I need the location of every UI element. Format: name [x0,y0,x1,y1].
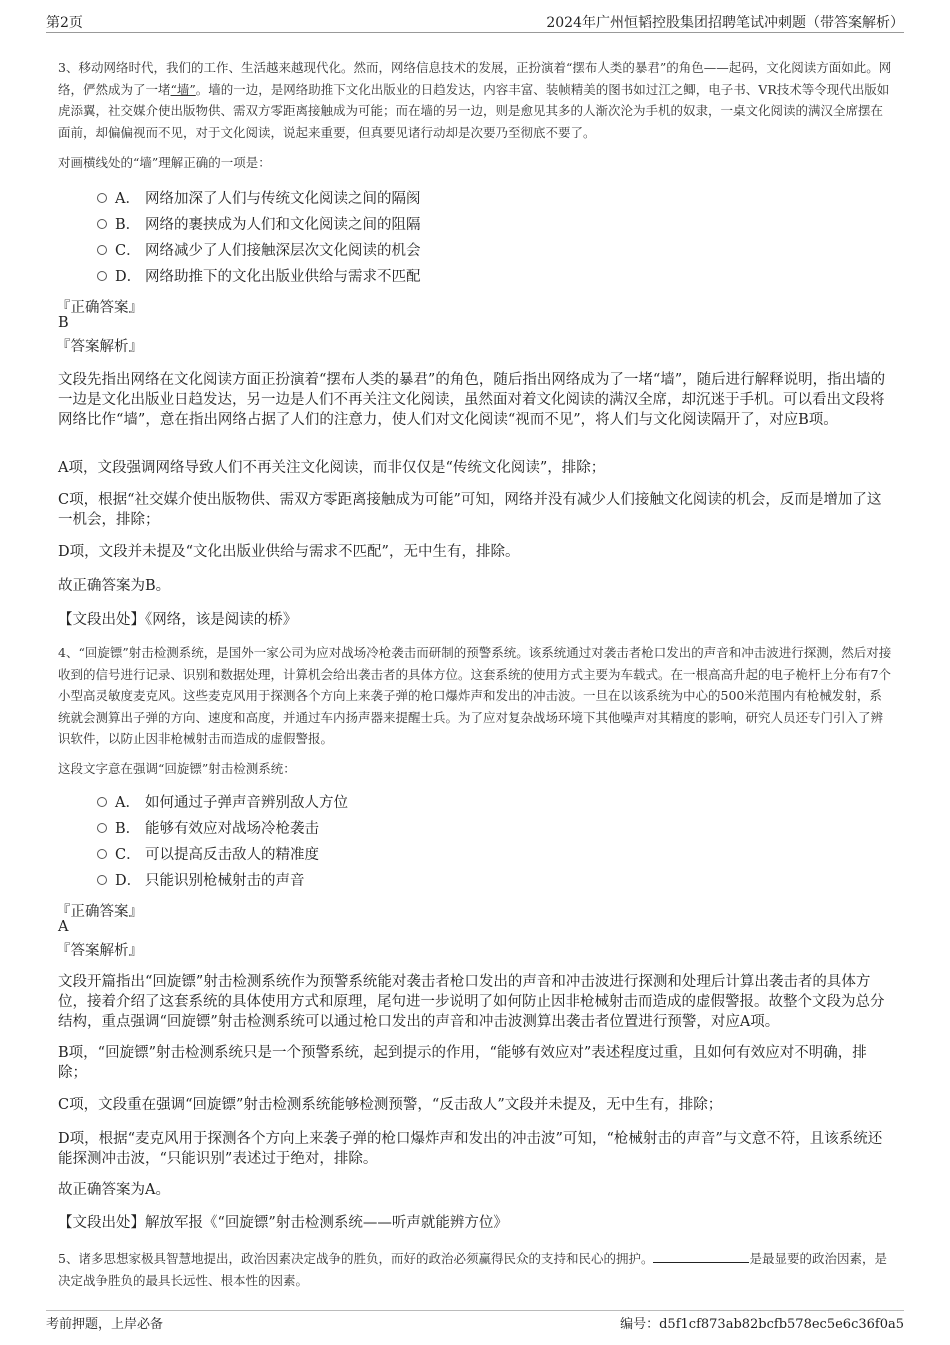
q5-passage [58,1248,894,1291]
q3-conclusion: 故正确答案为B。 [58,578,171,594]
q3-analysis-c: C项，根据“社交媒介使出版物供、需双方零距离接触成为可能”可知，网络并没有减少人们接触文化阅读的机会，反而是增加了这一机会，排除； [58,492,882,528]
q4-analysis-b: B项，“回旋镖”射击检测系统只是一个预警系统，起到提示的作用，“能够有效应对”表述程度过重，且如何有效应对不明确，排除； [58,1045,867,1081]
q4-option-b[interactable] [97,817,319,841]
q3-analysis-main: 文段先指出网络在文化阅读方面正扮演着“摆布人类的暴君”的角色，随后指出网络成为了一堵“墙”，随后进行解释说明，指出墙的一边是文化出版业日趋发达，另一边是人们不再关注文化阅读，虽然面对着文化阅读的满汉全席，却沉迷于手机。可以看出文段将网络比作“墙”，意在指出网络占据了人们的注意力，使人们对文化阅读“视而不见”，将人们与文化阅读隔开了，对应B项。 [58,372,886,428]
q5-passage-post: 是最显要的政治因素，是决定战争胜负的最具长远性、根本性的因素。 [58,1251,887,1288]
q3-source: 【文段出处】《网络，该是阅读的桥》 [58,612,298,628]
q4-answer: A [58,919,69,935]
footer-slogan: 考前押题，上岸必备 [46,1317,164,1332]
radio-icon[interactable] [97,849,107,859]
option-letter: B． [115,217,141,233]
q3-underlined-word: “墙” [170,81,196,97]
radio-icon[interactable] [97,219,107,229]
radio-icon[interactable] [97,823,107,833]
page-header [46,10,904,33]
option-text: 网络助推下的文化出版业供给与需求不匹配 [145,269,421,285]
radio-icon[interactable] [97,193,107,203]
option-letter: A． [115,191,140,207]
q4-analysis-main: 文段开篇指出“回旋镖”射击检测系统作为预警系统能对袭击者枪口发出的声音和冲击波进行探测和处理后计算出袭击者的具体方位，接着介绍了这套系统的具体使用方式和原理，尾句进一步说明了如何防止因非枪械射击而造成的虚假警报。故整个文段为总分结构，重点强调“回旋镖”射击检测系统可以通过枪口发出的声音和冲击波测算出袭击者位置进行预警，对应A项。 [58,974,885,1030]
q4-stem: 这段文字意在强调“回旋镖”射击检测系统： [58,761,296,776]
radio-icon[interactable] [97,875,107,885]
option-letter: C． [115,243,141,259]
option-letter: A． [115,795,140,811]
q4-source: 【文段出处】解放军报《“回旋镖”射击检测系统——听声就能辨方位》 [58,1215,508,1231]
q3-analysis-label: 『答案解析』 [56,339,143,355]
option-letter: B． [115,821,141,837]
q4-conclusion: 故正确答案为A。 [58,1182,170,1198]
q3-option-c[interactable] [97,239,421,263]
document-title: 2024年广州恒韬控股集团招聘笔试冲刺题（带答案解析） [546,15,904,31]
q4-option-c[interactable] [97,843,319,867]
option-text: 网络加深了人们与传统文化阅读之间的隔阂 [145,191,421,207]
option-text: 可以提高反击敌人的精准度 [145,847,319,863]
radio-icon[interactable] [97,271,107,281]
q4-analysis-d: D项，根据“麦克风用于探测各个方向上来袭子弹的枪口爆炸声和发出的冲击波”可知，“枪械射击的声音”与文意不符，且该系统还能探测冲击波，“只能识别”表述过于绝对，排除。 [58,1131,883,1167]
q3-answer: B [58,315,69,331]
option-letter: D． [115,269,142,285]
option-text: 能够有效应对战场冷枪袭击 [145,821,319,837]
option-text: 如何通过子弹声音辨别敌人方位 [145,795,348,811]
option-text: 网络减少了人们接触深层次文化阅读的机会 [145,243,421,259]
q4-analysis-c: C项，文段重在强调“回旋镖”射击检测系统能够检测预警，“反击敌人”文段并未提及，无中生有，排除； [58,1097,723,1113]
q3-passage [58,57,894,143]
radio-icon[interactable] [97,245,107,255]
option-letter: C． [115,847,141,863]
footer-serial: 编号：d5f1cf873ab82bcfb578ec5e6c36f0a5 [620,1317,904,1332]
option-letter: D． [115,873,142,889]
q3-option-d[interactable] [97,265,421,289]
footer-divider [46,1310,904,1311]
q3-option-a[interactable] [97,187,421,211]
q5-blank [653,1250,749,1263]
q3-analysis-a: A项，文段强调网络导致人们不再关注文化阅读，而非仅仅是“传统文化阅读”，排除； [58,460,606,476]
q4-analysis-label: 『答案解析』 [56,943,143,959]
q3-analysis-d: D项，文段并未提及“文化出版业供给与需求不匹配”，无中生有，排除。 [58,544,520,560]
page-number: 第2页 [46,15,83,31]
q3-passage-pre: 3、移动网络时代，我们的工作、生活越来越现代化。然而，网络信息技术的发展，正扮演着“摆布人类的暴君”的角色——起码，文化阅读方面如此。网络，俨然成为了一堵 [58,60,892,97]
q4-answer-label: 『正确答案』 [56,904,143,920]
option-text: 网络的裹挟成为人们和文化阅读之间的阻隔 [145,217,421,233]
q4-passage: 4、“回旋镖”射击检测系统，是国外一家公司为应对战场冷枪袭击而研制的预警系统。该系统通过对袭击者枪口发出的声音和冲击波进行探测，然后对接收到的信号进行记录、识别和数据处理，计算机会给出袭击者的具体方位。这套系统的使用方式主要为车载式。在一根高高升起的电子桅杆上分布有7个小型高灵敏度麦克风。这些麦克风用于探测各个方向上来袭子弹的枪口爆炸声和发出的冲击波。一旦在以该系统为中心的500米范围内有枪械发射，系统就会测算出子弹的方向、速度和高度，并通过车内扬声器来提醒士兵。为了应对复杂战场环境下其他噪声对其精度的影响，研究人员还专门引入了辨识软件，以防止因非枪械射击而造成的虚假警报。 [58,645,892,746]
q5-passage-pre: 5、诸多思想家极具智慧地提出，政治因素决定战争的胜负，而好的政治必须赢得民众的支持和民心的拥护。 [58,1251,654,1266]
option-text: 只能识别枪械射击的声音 [145,873,305,889]
q4-option-d[interactable] [97,869,305,893]
q3-answer-label: 『正确答案』 [56,300,143,316]
q3-stem: 对画横线处的“墙”理解正确的一项是： [58,155,271,170]
q4-option-a[interactable] [97,791,348,815]
q3-option-b[interactable] [97,213,421,237]
q3-passage-post: 。墙的一边，是网络助推下文化出版业的日趋发达，内容丰富、装帧精美的图书如过江之鲫，电子书、VR技术等令现代出版如虎添翼，社交媒介使出版物供、需双方零距离接触成为可能；而在墙的另一边，则是愈见其多的人渐次沦为手机的奴隶，一桌文化阅读的满汉全席摆在面前，却偏偏视而不见，对于文化阅读，说起来重要，但真要见诸行动却是次要乃至彻底不要了。 [58,81,890,140]
radio-icon[interactable] [97,797,107,807]
